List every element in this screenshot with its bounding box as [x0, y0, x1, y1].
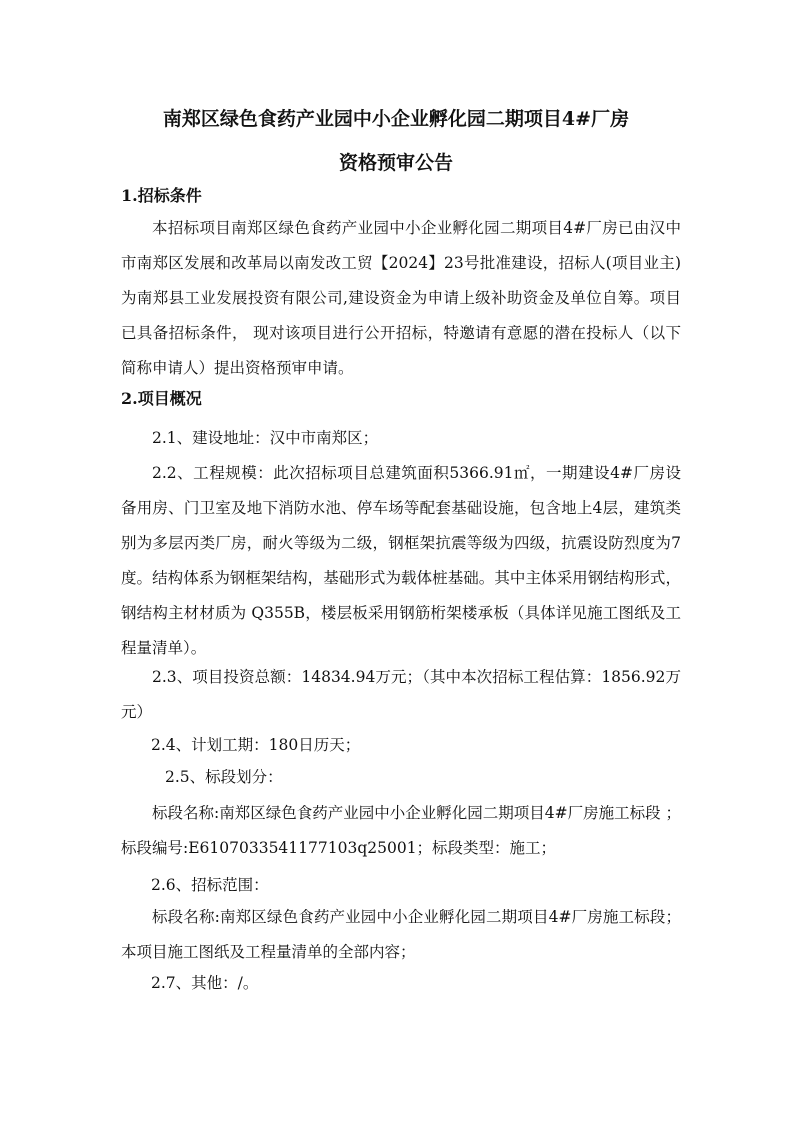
section-2-heading: 2.项目概况 [121, 389, 202, 408]
investment-total: 2.3、项目投资总额：14834.94万元；（其中本次招标工程估算：1856.92万元） [121, 668, 681, 721]
construction-location: 2.1、建设地址：汉中市南郑区； [152, 429, 379, 447]
project-scale: 2.2、工程规模：此次招标项目总建筑面积5366.91㎡，一期建设4#厂房设备用房、门卫室及地下消防水池、停车场等配套基础设施，包含地上4层，建筑类别为多层丙类厂房，耐火等级为二级，钢框架抗震等级为四级，抗震设防烈度为7度。结构体系为钢框架结构，基础形式为载体桩基础。其中主体采用钢结构形式，钢结构主材材质为 Q355B，楼层板采用钢筋桁架楼承板（具体详见施工图纸及工程量清单）。 [121, 464, 681, 657]
section-1-body: 本招标项目南郑区绿色食药产业园中小企业孵化园二期项目4#厂房已由汉中市南郑区发展和改革局以南发改工贸【2024】23号批准建设，招标人(项目业主)为南郑县工业发展投资有限公司,建设资金为申请上级补助资金及单位自筹。项目已具备招标条件， 现对该项目进行公开招标，特邀请有意愿的潜在投标人（以下简称申请人）提出资格预审申请。 [121, 219, 681, 377]
tender-scope-detail: 标段名称:南郑区绿色食药产业园中小企业孵化园二期项目4#厂房施工标段；本项目施工图纸及工程量清单的全部内容； [121, 908, 681, 961]
section-division-detail: 标段名称:南郑区绿色食药产业园中小企业孵化园二期项目4#厂房施工标段 ；标段编号:E6107033541177103q25001；标段类型：施工； [121, 804, 682, 857]
document-title: 南郑区绿色食药产业园中小企业孵化园二期项目4#厂房 [162, 108, 630, 130]
document-subtitle: 资格预审公告 [338, 152, 453, 174]
planned-duration: 2.4、计划工期：180日历天； [151, 736, 361, 754]
tender-scope-label: 2.6、招标范围： [151, 876, 269, 894]
other-info: 2.7、其他：/。 [151, 974, 259, 992]
section-division-label: 2.5、标段划分： [165, 768, 283, 786]
section-1-heading: 1.招标条件 [121, 186, 202, 205]
